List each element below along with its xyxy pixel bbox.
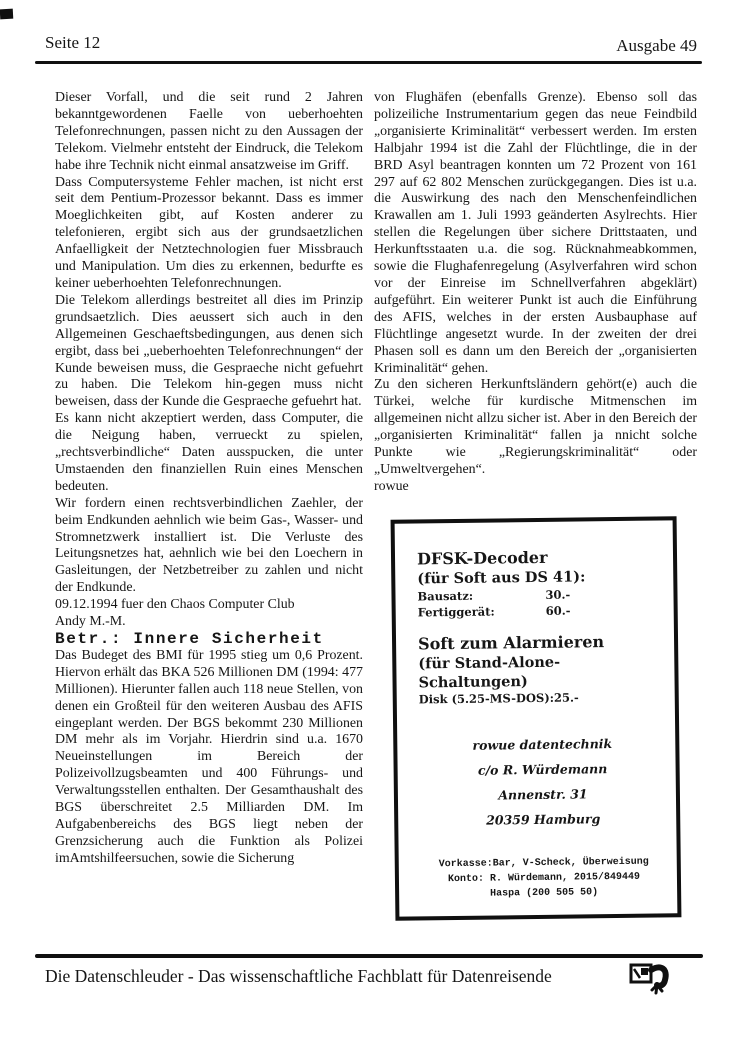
body-paragraph: Die Telekom allerdings bestreitet all dies im Prinzip grundsaetzlich. Dies aeussert sich auch in den Allgemeinen Geschaeftsbedingungen, aus denen sich ergibt, dass bei „ueberhoehten Telefonrechnungen“ der Kunde beweisen muss, die Gespraeche nicht gefuehrt zu haben. Die Telekom hin-gegen muss nicht beweisen, dass der Kunde die Gespraeche gefuehrt hat.: [55, 292, 363, 410]
author-signature: rowue: [374, 478, 409, 494]
ad-payment-line: Konto: R. Würdemann, 2015/849449: [447, 871, 641, 885]
body-paragraph: von Flughäfen (ebenfalls Grenze). Ebenso soll das polizeiliche Instrumentarium gegen das neue Feindbild „organisierte Kriminalität“ verbessert werden. Im ersten Halbjahr 1994 ist die Zahl der Flüchtlinge, die in der BRD Asyl beantragen konnten um 72 Prozent von 161 297 auf 62 802 Menschen zurückgegangen. Dies ist u.a. die Auswirkung des nach den Menschenfeindlichen Krawallen am 1. Juli 1993 geänderten Asylrechts. Hier stellen die Regelungen über sichere Drittstaaten, und Herkunftsstaaten u.a. die sog. Rücknahmeabkommen, sowie die Flughafenregelung (Asylverfahren wird schon vor der Einreise im Schnellverfahren abgeklärt) aufgeführt. Ein weiterer Punkt ist auch die Einführung des AFIS, welches in der ersten Ausbauphase auf Flüchtlinge angesetzt wurde. In der zweiten der drei Phasen soll es dann um den Bereich der „organisierten Kriminalität“ gehen.: [374, 90, 697, 376]
page-number-label: Seite 12: [45, 33, 101, 52]
ad-payment-line: Haspa (200 505 50): [490, 887, 599, 900]
ad-price-label: Fertiggerät:: [417, 604, 495, 620]
header-rule: [35, 61, 702, 64]
ad-product-title: Soft zum Alarmieren: [417, 631, 605, 654]
right-column: [374, 90, 697, 952]
left-column: [55, 90, 363, 952]
ad-disk-price-line: Disk (5.25-MS-DOS):25.-: [418, 690, 579, 707]
signoff-date-line: 09.12.1994 fuer den Chaos Computer Club: [55, 597, 295, 613]
body-paragraph: Wir fordern einen rechtsverbindlichen Zaehler, der beim Endkunden aehnlich wie beim Gas-, Wasser- und Stromnetzwerk installiert ist. Die Verluste des Leitungsnetzes hat, aehnlich wie bei den Loechern in Gasleitungen, der Netzbetreiber zu zahlen und nicht der Endkunde.: [55, 495, 363, 596]
ad-address-line: 20359 Hamburg: [486, 810, 601, 828]
footer-rule: [35, 954, 703, 958]
advertisement-box: [391, 516, 682, 920]
ad-address-line: Annenstr. 31: [498, 786, 588, 803]
datenschleuder-logo-icon: [628, 960, 676, 1004]
ad-address-line: c/o R. Würdemann: [477, 760, 608, 778]
scan-artifact: [0, 9, 13, 20]
ad-payment-line: Vorkasse:Bar, V-Scheck, Überweisung: [438, 856, 649, 870]
section-heading: Betr.: Innere Sicherheit: [55, 630, 324, 648]
ad-product-subtitle: (für Soft aus DS 41):: [417, 568, 586, 588]
ad-price-label: Bausatz:: [417, 588, 474, 604]
body-paragraph: Es kann nicht akzeptiert werden, dass Computer, die die Neigung haben, verrueckt zu spielen, „rechtsverbindliche“ Daten ausspucken, die unter Umstaenden den finanziellen Ruin eines Menschen bedeuten.: [55, 411, 363, 494]
body-paragraph: Dieser Vorfall, und die seit rund 2 Jahren bekanntgewordenen Faelle von ueberhoehten Telefonrechnungen, passen nicht zu den Aussagen der Telekom. Vielmehr entsteht der Eindruck, die Telekom habe ihre Technik nicht einmal ansatzweise im Griff.: [55, 90, 363, 173]
body-paragraph: Zu den sicheren Herkunftsländern gehört(e) auch die Türkei, welche für kurdische Mitmenschen im allgemeinen nicht allzu sicher ist. Aber in den Bereich der „organisierten Kriminalität“ fallen ja nnicht solche Punkte wie „Regierungskriminalität“ oder „Umweltvergehen“.: [374, 377, 697, 477]
ad-address-block: [419, 730, 666, 833]
ad-address-line: rowue datentechnik: [472, 735, 613, 753]
issue-label: Ausgabe 49: [616, 36, 697, 55]
ad-price-value: 60.-: [545, 603, 571, 618]
ad-price-value: 30.-: [545, 587, 571, 602]
ad-product-title: DFSK-Decoder: [416, 547, 548, 569]
ad-payment-block: [421, 854, 668, 902]
signoff-author-line: Andy M.-M.: [55, 614, 126, 630]
ad-product-subtitle: (für Stand-Alone-Schaltungen): [418, 653, 561, 692]
body-paragraph: Dass Computersysteme Fehler machen, ist nicht erst seit dem Pentium-Prozessor bekannt. Dass es immer Moeglichkeiten gibt, auf Kosten anderer zu telefonieren, ergibt sich aus der grundsaetzlichen Anfaelligkeit der Netztechnologien fuer Missbrauch und Manipulation. Um dies zu erkennen, bedurfte es keiner ueberhoehten Telefonrechnungen.: [55, 174, 363, 291]
body-paragraph: Das Budeget des BMI für 1995 stieg um 0,6 Prozent. Hiervon erhält das BKA 526 Millionen DM (1994: 477 Millionen). Hierunter fallen auch 118 neue Stellen, von denen ein Großteil für den weiteren Ausbau des AFIS eingeplant werden. Der BGS bekommt 230 Millionen DM mehr als im Vorjahr. Hierdrin sind u.a. 1670 Neueinstellungen im Bereich der Polizeivollzugsbeamten und 400 Führungs- und Verwaltungsstellen enthalten. Der Gesamthaushalt des BGS überschreitet 2.5 Milliarden DM. Im Aufgabenbereichs des BGS liegt neben der Grenzsicherung auch die Funktion als Polizei imAmtshilfeersuchen, sowie die Sicherung: [55, 647, 363, 866]
footer-tagline: Die Datenschleuder - Das wissenschaftliche Fachblatt für Datenreisende: [45, 966, 552, 986]
